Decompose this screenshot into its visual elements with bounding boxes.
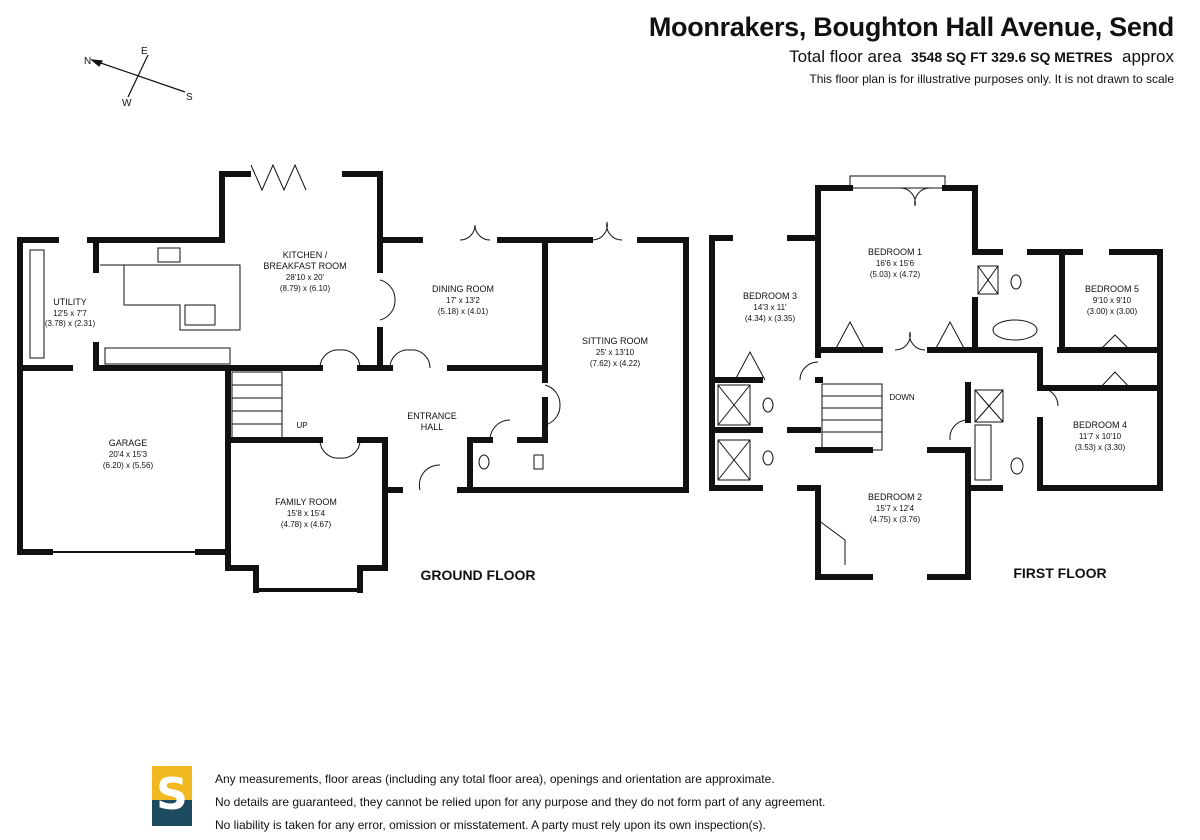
ground-floor-labels <box>45 250 648 583</box>
kitchen-dims-ft: 28'10 x 20' <box>285 273 325 282</box>
bedroom1-name: BEDROOM 1 <box>867 247 923 257</box>
compass-s: S <box>186 92 193 103</box>
garage-dims-m: (6.20) x (5.56) <box>102 461 154 470</box>
bedroom2-name: BEDROOM 2 <box>867 492 923 502</box>
bedroom1-dims-ft: 16'6 x 15'6 <box>875 259 915 268</box>
property-title: Moonrakers, Boughton Hall Avenue, Send <box>648 12 1174 42</box>
bedroom4-dims-m: (3.53) x (3.30) <box>1074 443 1126 452</box>
area-suffix: approx <box>1122 47 1174 66</box>
hall-name: ENTRANCE <box>407 411 457 421</box>
agent-logo <box>152 766 192 826</box>
bedroom2-dims-m: (4.75) x (3.76) <box>869 515 921 524</box>
family-dims-ft: 15'8 x 15'4 <box>286 509 326 518</box>
kitchen-name-2: BREAKFAST ROOM <box>263 261 347 271</box>
scale-disclaimer: This floor plan is for illustrative purposes only. It is not drawn to scale <box>809 72 1174 86</box>
area-prefix: Total floor area <box>789 47 902 66</box>
bedroom1-dims-m: (5.03) x (4.72) <box>869 270 921 279</box>
footer-line-2: No details are guaranteed, they cannot be relied upon for any purpose and they do not form part of any agreement. <box>215 795 826 809</box>
bedroom5-dims-ft: 9'10 x 9'10 <box>1092 296 1132 305</box>
footer-line-1: Any measurements, floor areas (including any total floor area), openings and orientation are approximate. <box>215 772 775 786</box>
bedroom5-name: BEDROOM 5 <box>1084 284 1140 294</box>
ground-floor-walls <box>20 174 686 590</box>
dining-name: DINING ROOM <box>432 284 494 294</box>
stairs-up-label: UP <box>296 421 308 430</box>
family-dims-m: (4.78) x (4.67) <box>280 520 332 529</box>
compass-e: E <box>141 46 148 57</box>
hall-name-2: HALL <box>420 422 444 432</box>
bedroom3-dims-m: (4.34) x (3.35) <box>744 314 796 323</box>
bedroom4-dims-ft: 11'7 x 10'10 <box>1078 432 1122 441</box>
garage-name: GARAGE <box>108 438 148 448</box>
first-floor-fixtures <box>718 176 1130 565</box>
bedroom5-dims-m: (3.00) x (3.00) <box>1086 307 1138 316</box>
bedroom3-dims-ft: 14'3 x 11' <box>753 303 787 312</box>
logo-letter: S <box>156 769 188 820</box>
sitting-name: SITTING ROOM <box>582 336 648 346</box>
kitchen-dims-m: (8.79) x (6.10) <box>279 284 331 293</box>
compass-n: N <box>84 56 92 67</box>
dining-dims-m: (5.18) x (4.01) <box>437 307 489 316</box>
area-value: 3548 SQ FT 329.6 SQ METRES <box>911 49 1113 65</box>
bedroom3-name: BEDROOM 3 <box>742 291 798 301</box>
ground-floor-label: GROUND FLOOR <box>420 567 536 583</box>
first-floor-labels <box>743 247 1139 581</box>
family-name: FAMILY ROOM <box>275 497 337 507</box>
sitting-dims-ft: 25' x 13'10 <box>595 348 635 357</box>
utility-name: UTILITY <box>53 297 87 307</box>
bedroom2-dims-ft: 15'7 x 12'4 <box>875 504 915 513</box>
compass-icon <box>84 46 193 109</box>
utility-dims-m: (3.78) x (2.31) <box>44 319 96 328</box>
first-floor-label: FIRST FLOOR <box>1013 565 1107 581</box>
utility-dims-ft: 12'5 x 7'7 <box>53 309 87 318</box>
ground-floor-fixtures <box>30 165 622 552</box>
footer-disclaimer <box>215 768 825 837</box>
dining-dims-ft: 17' x 13'2 <box>446 296 480 305</box>
bedroom4-name: BEDROOM 4 <box>1072 420 1128 430</box>
first-floor-walls <box>712 188 1160 577</box>
garage-dims-ft: 20'4 x 15'3 <box>108 450 148 459</box>
stairs-down-label: DOWN <box>889 393 915 402</box>
footer-line-3: No liability is taken for any error, omission or misstatement. A party must rely upon its own inspection(s). <box>215 818 766 832</box>
kitchen-name: KITCHEN / <box>282 250 328 260</box>
sitting-dims-m: (7.62) x (4.22) <box>589 359 641 368</box>
compass-w: W <box>122 98 132 109</box>
